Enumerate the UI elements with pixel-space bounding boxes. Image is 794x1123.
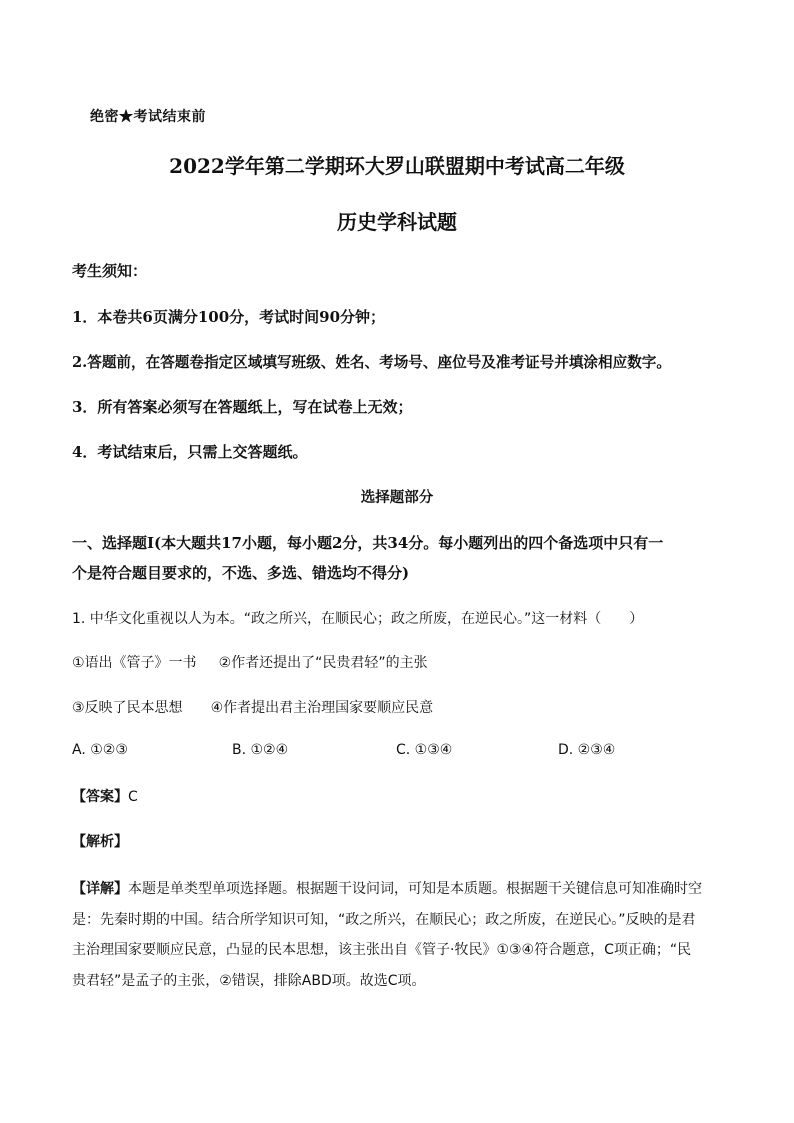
analysis-line [72,831,128,851]
detail-line-1 [72,874,732,905]
choice-a: A. ①②③ [72,742,128,758]
detail-line-1-text: 本题是单类型单项选择题。根据题干设问词，可知是本质题。根据题干关键信息可知准确时空 [128,881,702,897]
question-1-stem: 1. 中华文化重视以人为本。“政之所兴，在顺民心；政之所废，在逆民心。”这一材料（ ） [72,611,644,627]
section-instruction-line-1: 一、选择题Ⅰ(本大题共17小题，每小题2分，共34分。每小题列出的四个备选项中只有一 [72,534,664,552]
statement-4: ④作者提出君主治理国家要顺应民意 [210,700,434,716]
notice-item-2: 2.答题前，在答题卷指定区域填写班级、姓名、考场号、座位号及准考证号并填涂相应数字。 [72,354,671,371]
question-1-statements-row-1 [72,652,428,672]
section-instruction-line-2: 个是符合题目要求的，不选、多选、错选均不得分) [72,564,410,582]
detail-line-2: 是：先秦时期的中国。结合所学知识可知，“政之所兴，在顺民心；政之所废，在逆民心。”反映的是君 [72,911,696,928]
choice-b: B. ①②④ [232,742,289,758]
statement-1: ①语出《管子》一书 [72,655,197,671]
detail-line-4: 贵君轻”是孟子的主张，②错误，排除ABD项。故选C项。 [72,972,426,989]
answer-value: C [128,789,138,805]
notice-item-1: 1．本卷共6页满分100分，考试时间90分钟； [72,308,386,326]
section-title: 选择题部分 [360,489,434,506]
subject-title: 历史学科试题 [337,210,457,234]
choice-c: C. ①③④ [396,742,453,758]
analysis-tag: 【解析】 [72,834,128,850]
notice-item-4: 4．考试结束后，只需上交答题纸。 [72,443,308,461]
detail-explanation [72,874,732,996]
statement-2: ②作者还提出了“民贵君轻”的主张 [218,655,428,671]
question-1-statements-row-2 [72,697,433,717]
answer-tag: 【答案】 [72,789,128,805]
section-instruction [72,528,732,588]
choice-d: D. ②③④ [558,742,616,758]
exam-title: 2022学年第二学期环大罗山联盟期中考试高二年级 [169,154,625,178]
detail-line-3: 主治理国家要顺应民意，凸显的民本思想，该主张出自《管子·牧民》①③④符合题意，C项正确；“民 [72,942,692,958]
confidential-label: 绝密★考试结束前 [90,109,206,125]
statement-3: ③反映了民本思想 [72,700,183,716]
detail-tag: 【详解】 [72,881,128,897]
notice-heading: 考生须知： [72,262,148,280]
answer-line [72,786,138,806]
notice-item-3: 3．所有答案必须写在答题纸上，写在试卷上无效； [72,398,413,416]
